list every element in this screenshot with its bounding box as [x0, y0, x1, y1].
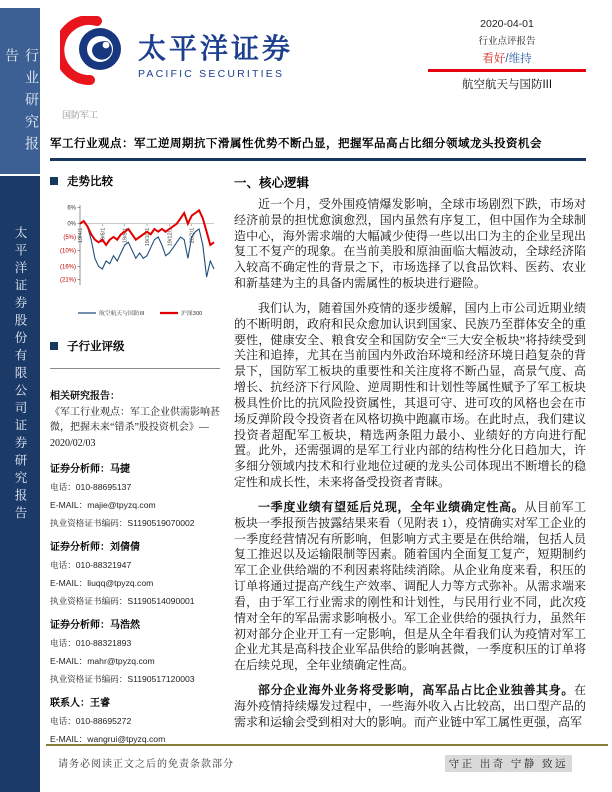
sidebar-bottom-band	[0, 176, 40, 792]
report-header	[50, 0, 586, 92]
brand-logo	[60, 14, 293, 92]
paragraph-text: 我们认为，随着国外疫情的逐步缓解，国内上市公司近期业绩的不断明朗，政府和民众愈加认识到国家、民族乃至群体安全的重要性，健康安全、粮食安全和国防安全“三大安全板块”将持续受到关注和追捧，尤其在当前国内外政治环境和经济环境日趋复杂的背景下，国防军工板块的重要性和关注度将不断凸显，高景气度、高增长、抗经济下行风险、逆周期性和计划性等属性赋予了军工板块极具性价比的抗风险投资属性，其退可守、进可攻的风格也会在市场反弹阶段令投资者在风格切换中跑赢市场。在此时点，我们建议投资者超配军工板块，精选两条阻力最小、业绩好的方向进行配置。此外，还需强调的是军工行业内部的结构性分化日趋加大，许多细分领域内技术和行业地位过硬的龙头公司体现出不断增长的稳定性和成长性，未来将备受投资者青睐。	[234, 300, 586, 490]
related-report-item[interactable]: 《军工行业观点：军工企业供需影响甚微，把握未来“错杀”股投资机会》—2020/02/03	[50, 406, 220, 449]
section-bullet-icon	[50, 342, 58, 350]
subrating-section-head	[50, 338, 220, 354]
subrating-divider	[50, 368, 220, 369]
main-column	[234, 173, 586, 745]
page-title: 军工行业观点：军工逆周期抗下滑属性优势不断凸显，把握军品高占比细分领域龙头投资机会	[50, 138, 542, 150]
subrating-section-label: 子行业评级	[67, 341, 125, 353]
body-paragraph	[234, 301, 586, 491]
core-logic-heading: 一、核心逻辑	[234, 176, 310, 190]
svg-text:6%: 6%	[67, 205, 76, 212]
svg-text:19/10/1: 19/10/1	[145, 227, 151, 247]
contact-name: 联系人：王睿	[50, 698, 110, 709]
analyst-cert: 执业资格证书编码：S1190514090001	[50, 596, 195, 606]
industry-rating	[428, 50, 586, 66]
svg-text:20/2/1: 20/2/1	[189, 227, 196, 244]
analyst-block	[50, 460, 220, 529]
page-footer	[46, 744, 608, 772]
body-paragraph	[234, 197, 586, 292]
paragraph-lead: 一季度业绩有望延后兑现，全年业绩确定性高。	[258, 499, 525, 514]
analyst-phone: 电话：010-88695137	[50, 482, 132, 492]
svg-text:(10%): (10%)	[59, 248, 76, 255]
trend-chart-wrap	[50, 197, 220, 324]
analyst-phone: 电话：010-88321947	[50, 560, 132, 570]
body-paragraph	[234, 500, 586, 674]
analyst-name: 证券分析师：刘倩倩	[50, 542, 140, 553]
rating-action: /维持	[505, 53, 532, 65]
analyst-email[interactable]: E-MAIL：liuqq@tpyzq.com	[50, 578, 154, 588]
analyst-block	[50, 538, 220, 607]
paragraph-text: 在海外疫情持续爆发过程中，一些海外收入占比较高，出口型产品的需求和运输会受到相对大的影响。而产业链中军工属性更强，高军	[234, 683, 586, 729]
left-column	[50, 173, 220, 745]
pacific-logo-icon	[60, 16, 130, 91]
paragraph-lead: 部分企业海外业务将受影响，高军品占比企业独善其身。	[258, 683, 574, 698]
paragraph-text: 近一个月，受外围疫情爆发影响，全球市场剧烈下跌，市场对经济前景的担忧愈演愈烈，国内虽然有序复工，但中国作为全球制造中心，海外需求端的大幅减少使得一些以出口为主的企业呈现出复工不复产的现象。在当前美股和原油面临大幅波动，全球经济陷入较高不确定性的背景之下，市场选择了以食品饮料、医药、农业和新基建为主的具备内需属性的板块进行避险。	[234, 197, 586, 291]
svg-text:0%: 0%	[67, 221, 76, 228]
svg-text:(16%): (16%)	[59, 264, 76, 271]
related-reports	[50, 389, 220, 451]
analyst-cert: 执业资格证书编码：S1190517120003	[50, 674, 195, 684]
analyst-block	[50, 616, 220, 685]
svg-text:航空航天与国防III: 航空航天与国防III	[99, 311, 145, 317]
two-column-body	[50, 173, 586, 745]
red-divider	[428, 69, 586, 72]
brand-name-en: PACIFIC SECURITIES	[138, 67, 285, 80]
svg-text:(21%): (21%)	[59, 277, 76, 284]
svg-text:(5%): (5%)	[63, 235, 76, 241]
svg-text:19/4/1: 19/4/1	[78, 227, 84, 244]
report-type: 行业点评报告	[478, 36, 536, 47]
contact-email[interactable]: E-MAIL：wangrui@tpyzq.com	[50, 734, 166, 744]
analyst-email[interactable]: E-MAIL：majie@tpyzq.com	[50, 500, 156, 510]
body-paragraph	[234, 683, 586, 730]
section-bullet-icon	[50, 177, 58, 185]
paragraph-text: 从目前军工板块一季报预告披露结果来看（见附表 1），疫情确实对军工企业的一季度经营情况有所影响，但影响方式主要是在供给端，包括人员复工推迟以及运输限制等因素。随着国内全面复工复产，短期制约军工企业供给端的不利因素将陆续消除。从企业角度来看，积压的订单将通过提高产线生产效率、调配人力等方式弥补。从需求端来看，由于军工行业需求的刚性和计划性，与民用行业不同，此次疫情对全年的军品需求影响极小。军工企业供给的强执行力，虽然年初对部分企业开工有一定影响，但是从全年看我们认为疫情对军工企业尤其是高科技企业军品供给的影响甚微，一季度积压的订单将在后续兑现，全年业绩确定性高。	[234, 499, 586, 673]
brand-name-cn: 太平洋证券	[138, 32, 294, 64]
related-reports-label: 相关研究报告：	[50, 391, 120, 402]
svg-text:19/6/1: 19/6/1	[100, 227, 107, 244]
sidebar-company-label: 太平洋证券股份有限公司证券研究报告	[13, 226, 27, 524]
category-label: 国防军工	[62, 110, 99, 120]
contact-phone: 电话：010-88695272	[50, 716, 132, 726]
header-meta	[428, 18, 586, 92]
trend-chart	[50, 197, 220, 319]
analyst-email[interactable]: E-MAIL：mahr@tpyzq.com	[50, 656, 155, 666]
brand-text	[138, 27, 293, 80]
industry-name: 航空航天与国防III	[461, 79, 553, 91]
contact-person-block	[50, 694, 220, 745]
svg-text:19/12/1: 19/12/1	[167, 227, 174, 247]
svg-text:沪深300: 沪深300	[181, 311, 203, 317]
title-divider	[50, 158, 586, 161]
disclaimer-text: 请务必阅读正文之后的免责条款部分	[58, 759, 234, 770]
company-motto: 守正 出奇 宁静 致远	[445, 755, 572, 772]
sidebar-top-band	[0, 8, 40, 174]
analyst-name: 证券分析师：马捷	[50, 464, 130, 475]
sidebar-report-type-label: 行业研究报告	[3, 48, 38, 158]
rating-value: 看好	[482, 53, 506, 65]
trend-section-label: 走势比较	[67, 176, 113, 188]
content-area	[40, 0, 612, 792]
trend-section-head	[50, 173, 220, 189]
report-date: 2020-04-01	[480, 18, 534, 30]
analyst-cert: 执业资格证书编码：S1190519070002	[50, 518, 195, 528]
svg-text:19/8/1: 19/8/1	[122, 227, 129, 244]
analyst-name: 证券分析师：马浩然	[50, 620, 140, 631]
analyst-phone: 电话：010-88321893	[50, 638, 132, 648]
